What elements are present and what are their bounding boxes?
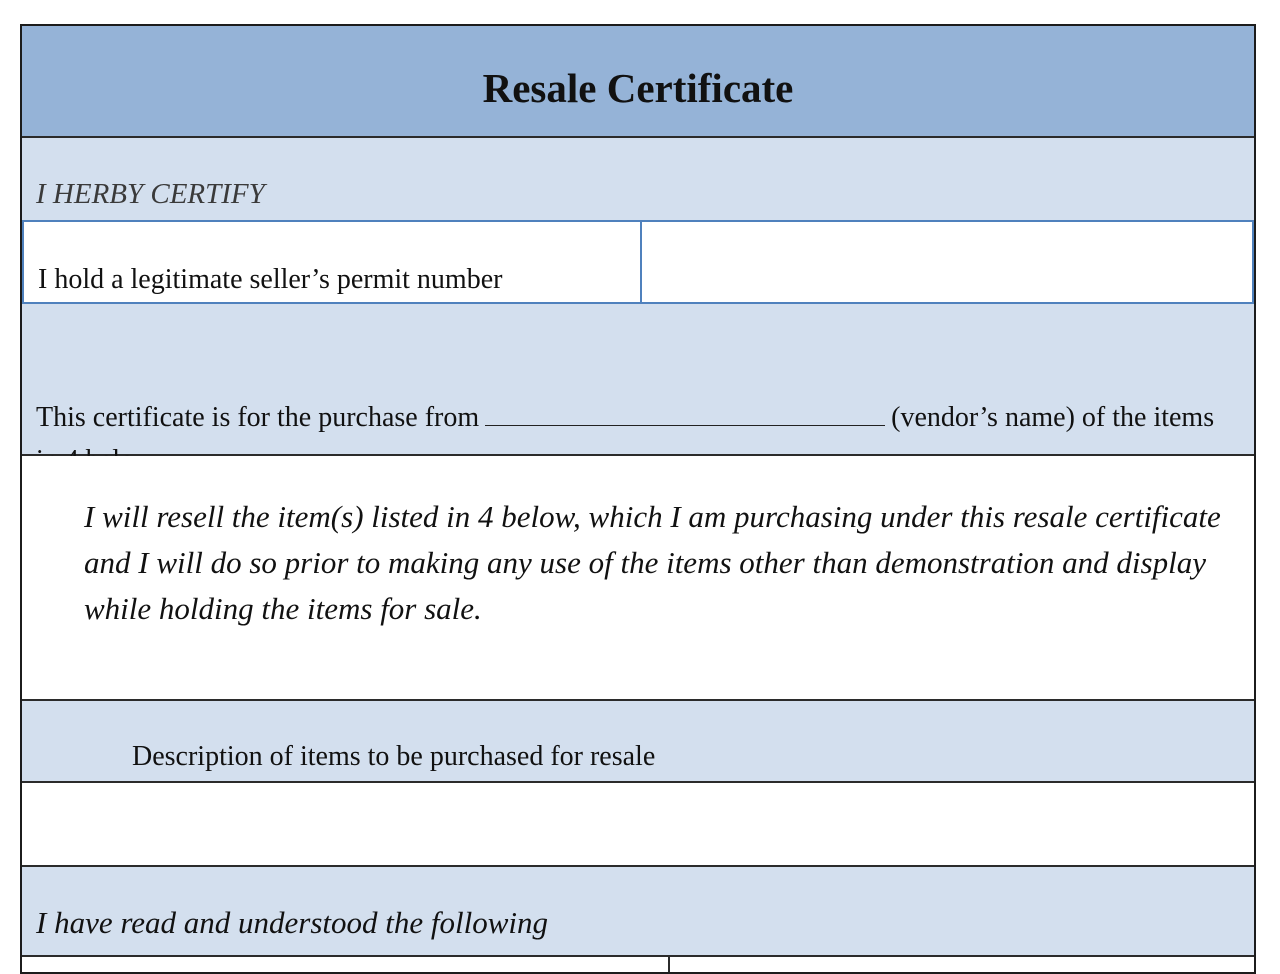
- form-title: Resale Certificate: [482, 65, 794, 111]
- vendor-statement-prefix: This certificate is for the purchase from: [36, 402, 480, 433]
- permit-column-divider: [640, 222, 642, 302]
- certify-row: [22, 138, 1254, 220]
- vendor-statement-suffix: (vendor’s name) of the items: [891, 402, 1215, 433]
- vendor-name-blank[interactable]: [485, 403, 885, 426]
- resell-statement: I will resell the item(s) listed in 4 below, which I am purchasing under this resale certificate and I will do so prior to making any use of the items other than demonstration and display while holding the items for sale.: [84, 499, 1221, 626]
- acknowledgement-heading: I have read and understood the following: [36, 905, 549, 940]
- description-label: Description of items to be purchased for resale: [132, 741, 656, 772]
- title-row: [22, 26, 1254, 138]
- description-row: [22, 701, 1254, 783]
- resale-certificate-form: [20, 24, 1256, 974]
- description-field[interactable]: [22, 783, 1254, 867]
- vendor-row: [22, 304, 1254, 456]
- certify-heading: I HERBY CERTIFY: [36, 178, 265, 210]
- resell-row: [22, 456, 1254, 701]
- acknowledgement-row: [22, 867, 1254, 957]
- permit-number-label: I hold a legitimate seller’s permit number: [38, 264, 503, 295]
- permit-number-field[interactable]: [652, 264, 1242, 294]
- permit-row: [22, 220, 1254, 304]
